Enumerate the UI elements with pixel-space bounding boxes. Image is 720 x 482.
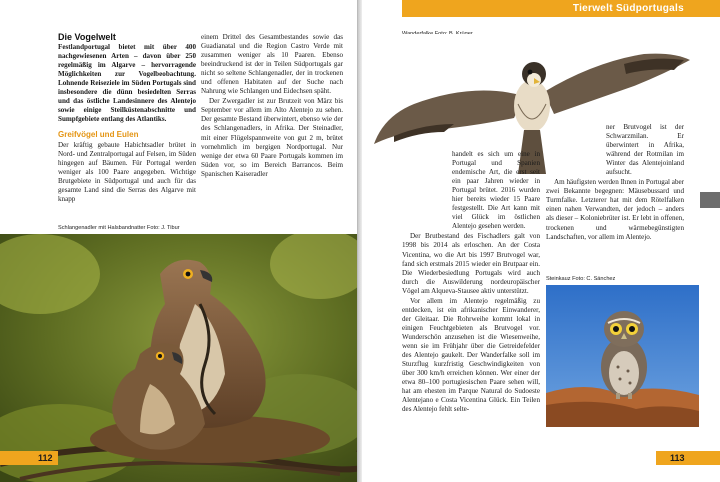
section-heading: Die Vogelwelt	[58, 32, 116, 42]
right-column-2	[546, 123, 684, 243]
left-column-1	[58, 33, 196, 205]
paragraph: handelt es sich um eine in Portugal und Spanien endemische Art, die erst seit ein paar Jahren wieder in Portugal brütet. 2016 wurden hier bereits wieder 15 Paare festgestellt. Die Art kann mit viel Glück im östlichen Alentejo gesehen werden.	[452, 150, 540, 231]
paragraph: Der Zwergadler ist zur Brutzeit von März bis September vor allem im Alto Alentejo zu sehen. Der gesamte Bestand überwintert, ebenso wie der des Schlangenadlers, in Afrika. Der Steinadler, mit einer Flügelspannweite von gut 2 m, brütet vornehmlich im bergigen Nordportugal. Nur wenige der etwa 60 Paare Portugals kommen im Süden vor, so im Bereich Barrancos. Beim Spanischen Kaiseradler	[201, 97, 343, 178]
subsection-heading: Greifvögel und Eulen	[58, 130, 139, 140]
page-number-left: 112	[0, 451, 58, 465]
right-column-1	[402, 150, 540, 415]
running-header-right: Tierwelt Südportugals	[402, 0, 720, 17]
photo-caption-owl: Steinkauz Foto: C. Sánchez	[546, 276, 616, 282]
paragraph: Der Brutbestand des Fischadlers galt von 1998 bis 2014 als erloschen. An der Costa Vicentina, wo die Art bis 1997 Brutvogel war, fand sich erstmals 2015 wieder ein Brutpaar ein. Die Wiederbesiedlung Portugals wird auch durch die Auswilderung nordeuropäischer Vögel am Alqueva-Stausee aktiv unterstützt.	[402, 232, 540, 295]
thumb-index-tab	[700, 192, 720, 208]
paragraph: einem Drittel des Gesamtbestandes sowie das Guadianatal und die Region Castro Verde mit zusammen weniger als 10 Paaren. Ebenso beeindruckend ist der in Teilen Südportugals gar nicht so seltene Schlangenadler, der in trockenen und offenen Habitaten auf der Suche nach Nahrung wie Schlangen und Eidechsen späht.	[201, 33, 343, 96]
owl-photo	[546, 285, 699, 427]
paragraph: ner Brutvogel ist der Schwarzmilan. Er überwintert in Afrika, während der Rotmilan im Winter das Alentejoinland aufsucht.	[606, 123, 684, 177]
eagle-photo	[0, 234, 358, 482]
paragraph: Am häufigsten werden Ihnen in Portugal aber zwei Bekannte begegnen: Mäusebussard und Turmfalke. Letzterer hat mit dem Rötelfalken einen nahen Verwandten, der jedoch – anders als dieser – Koloniebrüter ist. Er lebt in offenen, trockenen und wärmebegünstigten Landschaften, vor allem im Alentejo.	[546, 178, 684, 241]
paragraph: Der kräftig gebaute Habichtsadler brütet in Nord- und Zentralportugal auf Felsen, im Süden hingegen auf Bäumen. Für Portugal werden weniger als 100 Paare angegeben. Wichtige Brutgebiete in Südportugal und auch für das gesamte Land sind die Serras des Algarve mit knapp	[58, 140, 196, 203]
intro-paragraph: Festlandportugal bietet mit über 400 nachgewiesenen Arten – davon über 250 regelmäßig im Algarve – hervorragende Möglichkeiten zur Vogelbeobachtung. Lohnende Reiseziele im Süden Portugals sind insbesondere die dünn besiedelten Serras und das östliche Landesinnere des Alentejo sowie einige Steilküstenabschnitte und Sumpfgebiete entlang des Atlantiks.	[58, 43, 196, 124]
book-gutter	[358, 0, 362, 482]
left-column-2	[201, 33, 343, 180]
left-page	[0, 0, 358, 482]
photo-caption: Schlangenadler mit Halsbandnatter Foto: J. Tibur	[58, 225, 180, 231]
page-number-right: 113	[656, 451, 720, 465]
paragraph: Vor allem im Alentejo regelmäßig zu entdecken, ist ein afrikanischer Einwanderer, der Gleitaar. Die Rohrweihe kommt lokal in einigen Feuchtgebieten als Brutvogel vor. Wunderschön anzusehen ist die Wiesenweihe, wenn sie im Frühjahr über die Getreidefelder des Alentejo gaukelt. Der Wanderfalke soll im Sturzflug kurzfristig Geschwindigkeiten von über 300 km/h erreichen können. Wer einer der etwa 80–100 portugiesischen Paare sehen will, hat am ehesten im Parque Natural do Sudoeste Alentejano e Costa Vicentina Glück. Ein Teilen des Alentejo fehlt selte-	[402, 296, 540, 414]
